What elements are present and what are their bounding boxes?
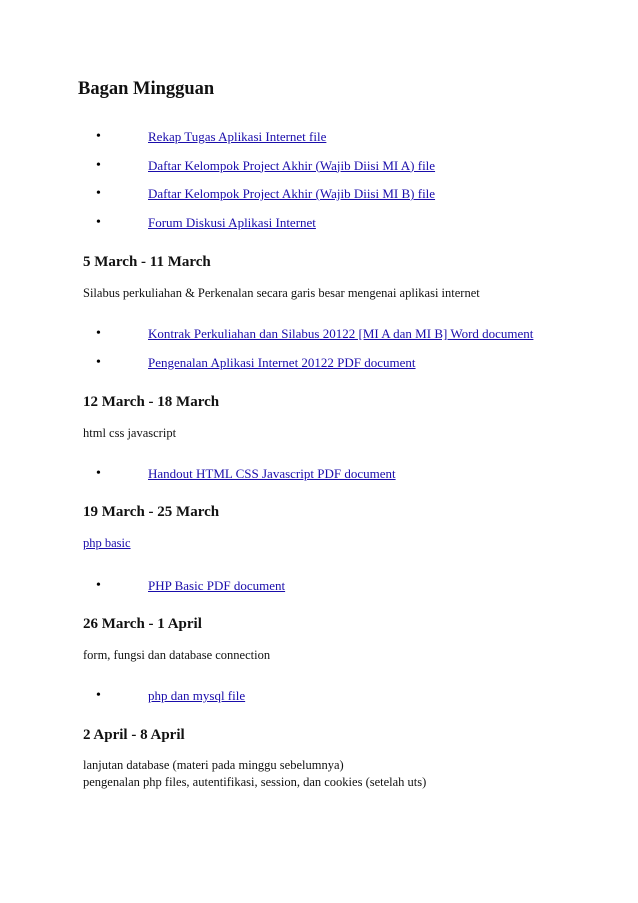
week-heading: 5 March - 11 March bbox=[83, 254, 211, 270]
list-item bbox=[0, 464, 638, 493]
week-description: form, fungsi dan database connection bbox=[83, 648, 271, 662]
bullet-icon: • bbox=[96, 214, 101, 230]
list-item bbox=[0, 156, 638, 185]
list-item bbox=[0, 686, 638, 715]
week-heading: 2 April - 8 April bbox=[83, 727, 185, 743]
list-item bbox=[0, 353, 638, 382]
week-links-list bbox=[0, 464, 638, 493]
week-description-line: pengenalan php files, autentifikasi, session, dan cookies (setelah uts) bbox=[83, 775, 427, 789]
bullet-icon: • bbox=[96, 688, 101, 703]
list-item bbox=[0, 576, 638, 605]
week-description: html css javascript bbox=[83, 426, 177, 440]
bullet-icon: • bbox=[96, 157, 101, 173]
week-description: Silabus perkuliahan & Perkenalan secara garis besar mengenai aplikasi internet bbox=[83, 286, 480, 300]
page-title: Bagan Mingguan bbox=[78, 79, 215, 99]
list-item bbox=[0, 127, 638, 156]
pengenalan-aplikasi-link[interactable]: Pengenalan Aplikasi Internet 20122 PDF document bbox=[148, 354, 416, 370]
list-item bbox=[0, 324, 638, 353]
week-heading: 19 March - 25 March bbox=[83, 504, 220, 520]
php-basic-link[interactable]: php basic bbox=[83, 536, 131, 550]
bullet-icon: • bbox=[96, 129, 101, 144]
daftar-kelompok-mi-b-link[interactable]: Daftar Kelompok Project Akhir (Wajib Diisi MI B) file bbox=[148, 186, 436, 201]
week-description bbox=[83, 534, 131, 552]
bullet-icon: • bbox=[96, 466, 101, 481]
handout-html-css-js-link[interactable]: Handout HTML CSS Javascript PDF document bbox=[148, 466, 396, 481]
php-dan-mysql-link[interactable]: php dan mysql file bbox=[148, 688, 246, 703]
week-links-list bbox=[0, 686, 638, 715]
list-item bbox=[0, 184, 638, 213]
week-heading: 12 March - 18 March bbox=[83, 394, 220, 410]
forum-diskusi-link[interactable]: Forum Diskusi Aplikasi Internet bbox=[148, 214, 316, 230]
week-links-list bbox=[0, 576, 638, 605]
top-links-list bbox=[0, 127, 638, 241]
bullet-icon: • bbox=[96, 354, 101, 370]
bullet-icon: • bbox=[96, 326, 101, 341]
bullet-icon: • bbox=[96, 578, 101, 593]
list-item bbox=[0, 213, 638, 242]
bullet-icon: • bbox=[96, 186, 101, 201]
kontrak-perkuliahan-link[interactable]: Kontrak Perkuliahan dan Silabus 20122 [MI A dan MI B] Word document bbox=[148, 326, 534, 341]
php-basic-pdf-link[interactable]: PHP Basic PDF document bbox=[148, 578, 286, 593]
rekap-tugas-link[interactable]: Rekap Tugas Aplikasi Internet file bbox=[148, 129, 327, 144]
daftar-kelompok-mi-a-link[interactable]: Daftar Kelompok Project Akhir (Wajib Diisi MI A) file bbox=[148, 157, 436, 173]
week-description-line: lanjutan database (materi pada minggu sebelumnya) bbox=[83, 758, 344, 772]
week-heading: 26 March - 1 April bbox=[83, 616, 202, 632]
week-links-list bbox=[0, 324, 638, 381]
